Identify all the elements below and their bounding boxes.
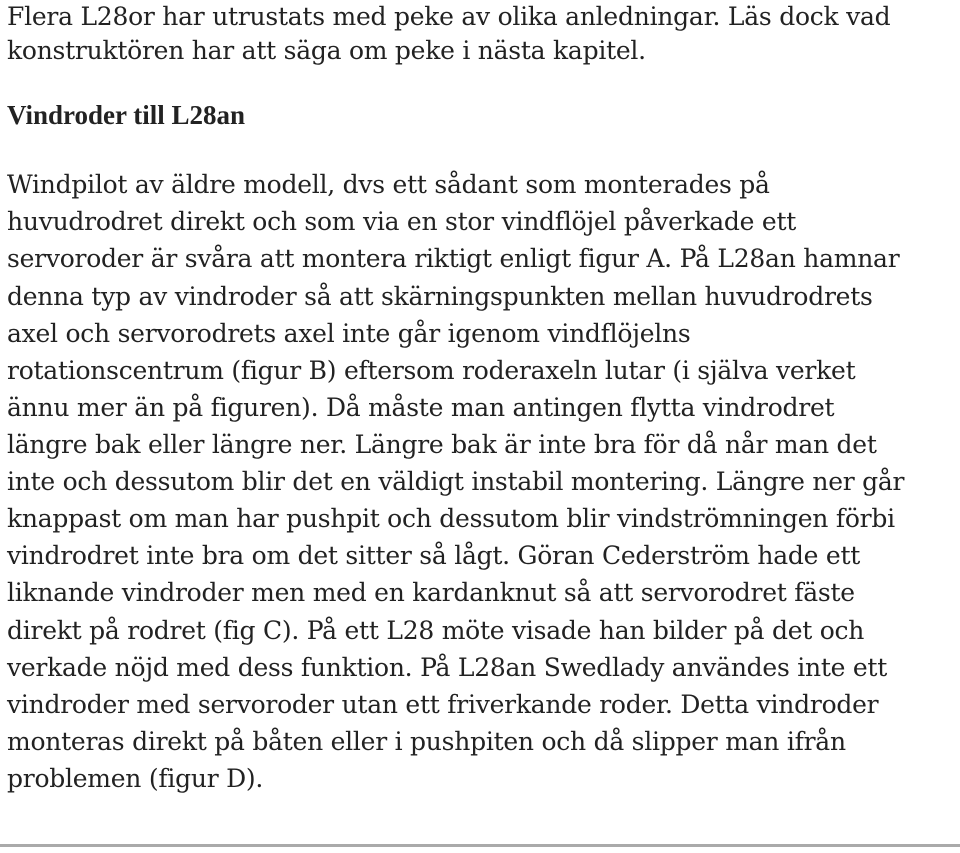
paragraph-line: direkt på rodret (fig C). På ett L28 möte visade han bilder på det och xyxy=(7,616,865,645)
paragraph-line: Windpilot av äldre modell, dvs ett sådant som monterades på xyxy=(7,170,770,199)
paragraph-line: monteras direkt på båten eller i pushpiten och då slipper man ifrån xyxy=(7,727,846,756)
paragraph-line: axel och servorodrets axel inte går igenom vindflöjelns xyxy=(7,319,691,348)
paragraph-line: vindroder med servoroder utan ett friverkande roder. Detta vindroder xyxy=(7,690,879,719)
paragraph-line: rotationscentrum (figur B) eftersom roderaxeln lutar (i själva verket xyxy=(7,356,856,385)
paragraph-line: ännu mer än på figuren). Då måste man antingen flytta vindrodret xyxy=(7,393,835,422)
intro-line: Flera L28or har utrustats med peke av olika anledningar. Läs dock vad xyxy=(7,2,891,31)
intro-line: konstruktören har att säga om peke i nästa kapitel. xyxy=(7,36,646,65)
bottom-divider xyxy=(0,844,960,847)
section-heading: Vindroder till L28an xyxy=(7,100,246,130)
paragraph-line: liknande vindroder men med en kardanknut så att servorodret fäste xyxy=(7,578,855,607)
paragraph-line: denna typ av vindroder så att skärningspunkten mellan huvudrodrets xyxy=(7,282,873,311)
paragraph-line: problemen (figur D). xyxy=(7,764,264,793)
paragraph-line: servoroder är svåra att montera riktigt enligt figur A. På L28an hamnar xyxy=(7,244,900,273)
paragraph-line: inte och dessutom blir det en väldigt instabil montering. Längre ner går xyxy=(7,467,905,496)
paragraph-line: knappast om man har pushpit och dessutom blir vindströmningen förbi xyxy=(7,504,895,533)
paragraph-line: verkade nöjd med dess funktion. På L28an Swedlady användes inte ett xyxy=(7,653,888,682)
paragraph-line: huvudrodret direkt och som via en stor vindflöjel påverkade ett xyxy=(7,207,797,236)
paragraph-line: längre bak eller längre ner. Längre bak är inte bra för då når man det xyxy=(7,430,877,459)
paragraph-line: vindrodret inte bra om det sitter så lågt. Göran Cederström hade ett xyxy=(7,541,861,570)
